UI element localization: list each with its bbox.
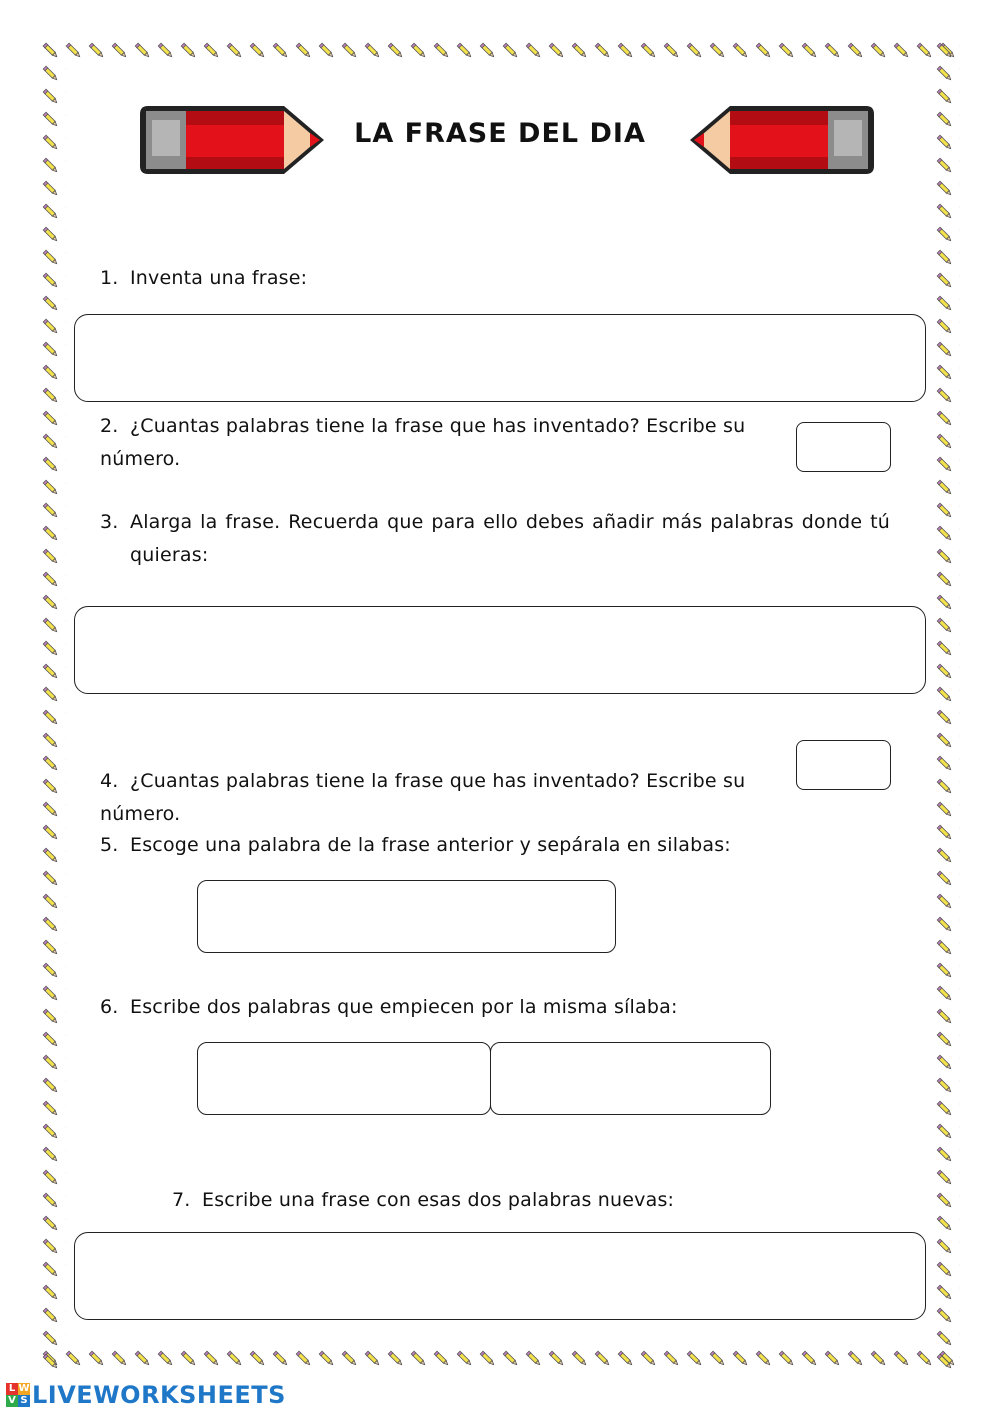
- logo-letter: V: [6, 1395, 18, 1407]
- question-text: ¿Cuantas palabras tiene la frase que has inventado? Escribe su número.: [100, 770, 746, 825]
- liveworksheets-logo-icon: [6, 1383, 30, 1407]
- red-pencil-icon: [684, 102, 876, 182]
- question-5: [100, 829, 900, 862]
- page-title: LA FRASE DEL DIA: [354, 118, 646, 149]
- logo-letter: W: [18, 1383, 30, 1394]
- question-3: [100, 506, 890, 572]
- logo-letter: L: [6, 1383, 18, 1395]
- pencil-border-bottom: [40, 1348, 960, 1372]
- question-4: [100, 765, 800, 831]
- question-2: [100, 410, 800, 476]
- word-count-field-1[interactable]: [796, 422, 891, 472]
- pencil-border-left: [40, 40, 66, 1372]
- pencil-border-top: [40, 40, 960, 64]
- question-1: [100, 262, 900, 295]
- question-number: 5.: [100, 834, 119, 856]
- question-text: Inventa una frase:: [130, 267, 308, 289]
- word-field-1[interactable]: [197, 1042, 491, 1115]
- question-number: 2.: [100, 415, 119, 437]
- word-count-field-2[interactable]: [796, 740, 891, 790]
- word-field-2[interactable]: [490, 1042, 771, 1115]
- answer-field-3[interactable]: [74, 606, 926, 694]
- answer-field-7[interactable]: [74, 1232, 926, 1320]
- question-text: Escribe una frase con esas dos palabras nuevas:: [202, 1189, 675, 1211]
- liveworksheets-brand[interactable]: [6, 1378, 286, 1412]
- question-number: 4.: [100, 770, 119, 792]
- question-text: ¿Cuantas palabras tiene la frase que has inventado? Escribe su número.: [100, 415, 746, 470]
- answer-field-1[interactable]: [74, 314, 926, 402]
- question-6: [100, 991, 900, 1024]
- question-number: 3.: [100, 511, 119, 533]
- question-text: Alarga la frase. Recuerda que para ello debes añadir más palabras donde tú quieras:: [130, 511, 890, 566]
- syllables-field[interactable]: [197, 880, 616, 953]
- question-text: Escribe dos palabras que empiecen por la misma sílaba:: [130, 996, 678, 1018]
- pencil-border-right: [934, 40, 960, 1372]
- question-7: [172, 1184, 872, 1217]
- brand-name: LIVEWORKSHEETS: [32, 1381, 286, 1409]
- question-number: 7.: [172, 1189, 191, 1211]
- question-text: Escoge una palabra de la frase anterior y sepárala en silabas:: [130, 834, 731, 856]
- red-pencil-icon: [138, 102, 330, 182]
- logo-letter: S: [18, 1395, 30, 1407]
- question-number: 1.: [100, 267, 119, 289]
- question-number: 6.: [100, 996, 119, 1018]
